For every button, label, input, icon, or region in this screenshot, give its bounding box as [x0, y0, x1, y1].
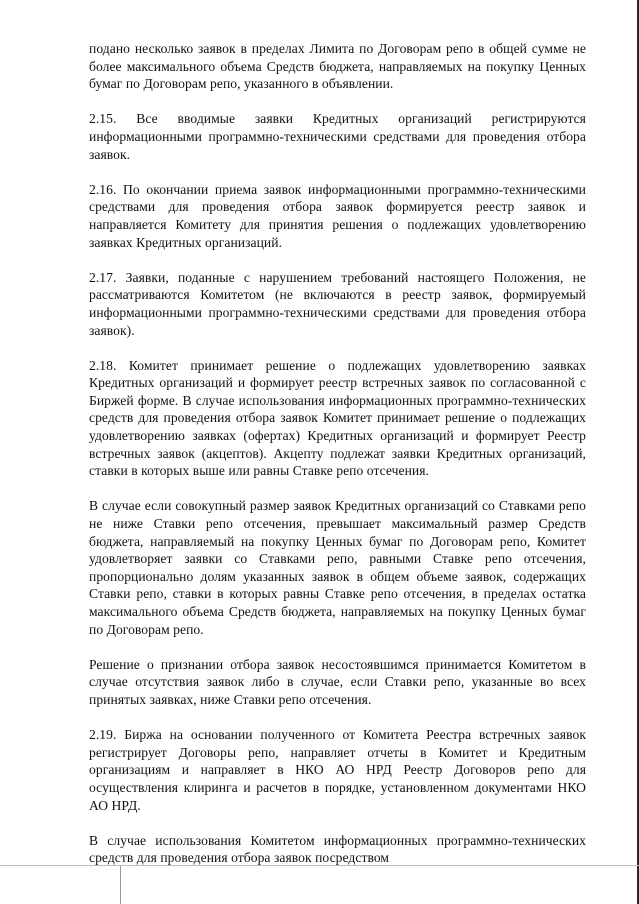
- paragraph-2-15: 2.15. Все вводимые заявки Кредитных организаций регистрируются информационными программно-техническими средствами для проведения отбора заявок.: [89, 111, 586, 162]
- paragraph-software-usage: В случае использования Комитетом информационных программно-технических средств для проведения отбора заявок посредством: [89, 832, 586, 866]
- paragraph-failed-selection: Решение о признании отбора заявок несостоявшимся принимается Комитетом в случае отсутствия заявок либо в случае, если Ставки репо, указанные во всех принятых заявках, ниже Ставки репо отсечения.: [89, 656, 586, 707]
- paragraph-proportional-allocation: В случае если совокупный размер заявок Кредитных организаций со Ставками репо не ниже Ставки репо отсечения, превышает максимальный размер Средств бюджета, направляемый на покупку Ценных бумаг по Договорам репо, Комитет удовлетворяет заявки со Ставками репо, равными Ставке репо отсечения, пропорционально долям указанных заявок в общем объеме заявок, содержащих Ставки репо, ставки в которых равны Ставке репо отсечения, в пределах остатка максимального объема Средств бюджета, направляемых на покупку Ценных бумаг по Договорам репо.: [89, 498, 586, 637]
- document-body: [89, 40, 586, 867]
- paragraph-2-19: 2.19. Биржа на основании полученного от Комитета Реестра встречных заявок регистрирует Договоры репо, направляет отчеты в Комитет и Кредитным организациям и направляет в НКО АО НРД Реестр Договоров репо для осуществления клиринга и расчетов в порядке, установленном документами НКО АО НРД.: [89, 727, 586, 813]
- paragraph-2-18: 2.18. Комитет принимает решение о подлежащих удовлетворению заявках Кредитных организаций и формирует реестр встречных заявок по согласованной с Биржей форме. В случае использования информационных программно-технических средств для проведения отбора заявок Комитет принимает решение о подлежащих удовлетворению заявках (офертах) Кредитных организаций и формирует Реестр встречных заявок (акцептов). Акцепту подлежат заявки Кредитных организаций, ставки в которых выше или равны Ставке репо отсечения.: [89, 357, 586, 479]
- paragraph-2-17: 2.17. Заявки, поданные с нарушением требований настоящего Положения, не рассматриваются Комитетом (не включаются в реестр заявок, формируемый информационными программно-техническими средствами для проведения отбора заявок).: [89, 269, 586, 338]
- scan-mark: [120, 866, 121, 904]
- paragraph-continuation: подано несколько заявок в пределах Лимита по Договорам репо в общей сумме не более максимального объема Средств бюджета, направляемых на покупку Ценных бумаг по Договорам репо, указанного в объявлении.: [89, 41, 586, 92]
- scan-edge-bottom: [0, 865, 639, 866]
- paragraph-2-16: 2.16. По окончании приема заявок информационными программно-техническими средствами для проведения отбора заявок формируется реестр заявок и направляется Комитету для принятия решения о подлежащих удовлетворению заявках Кредитных организаций.: [89, 181, 586, 250]
